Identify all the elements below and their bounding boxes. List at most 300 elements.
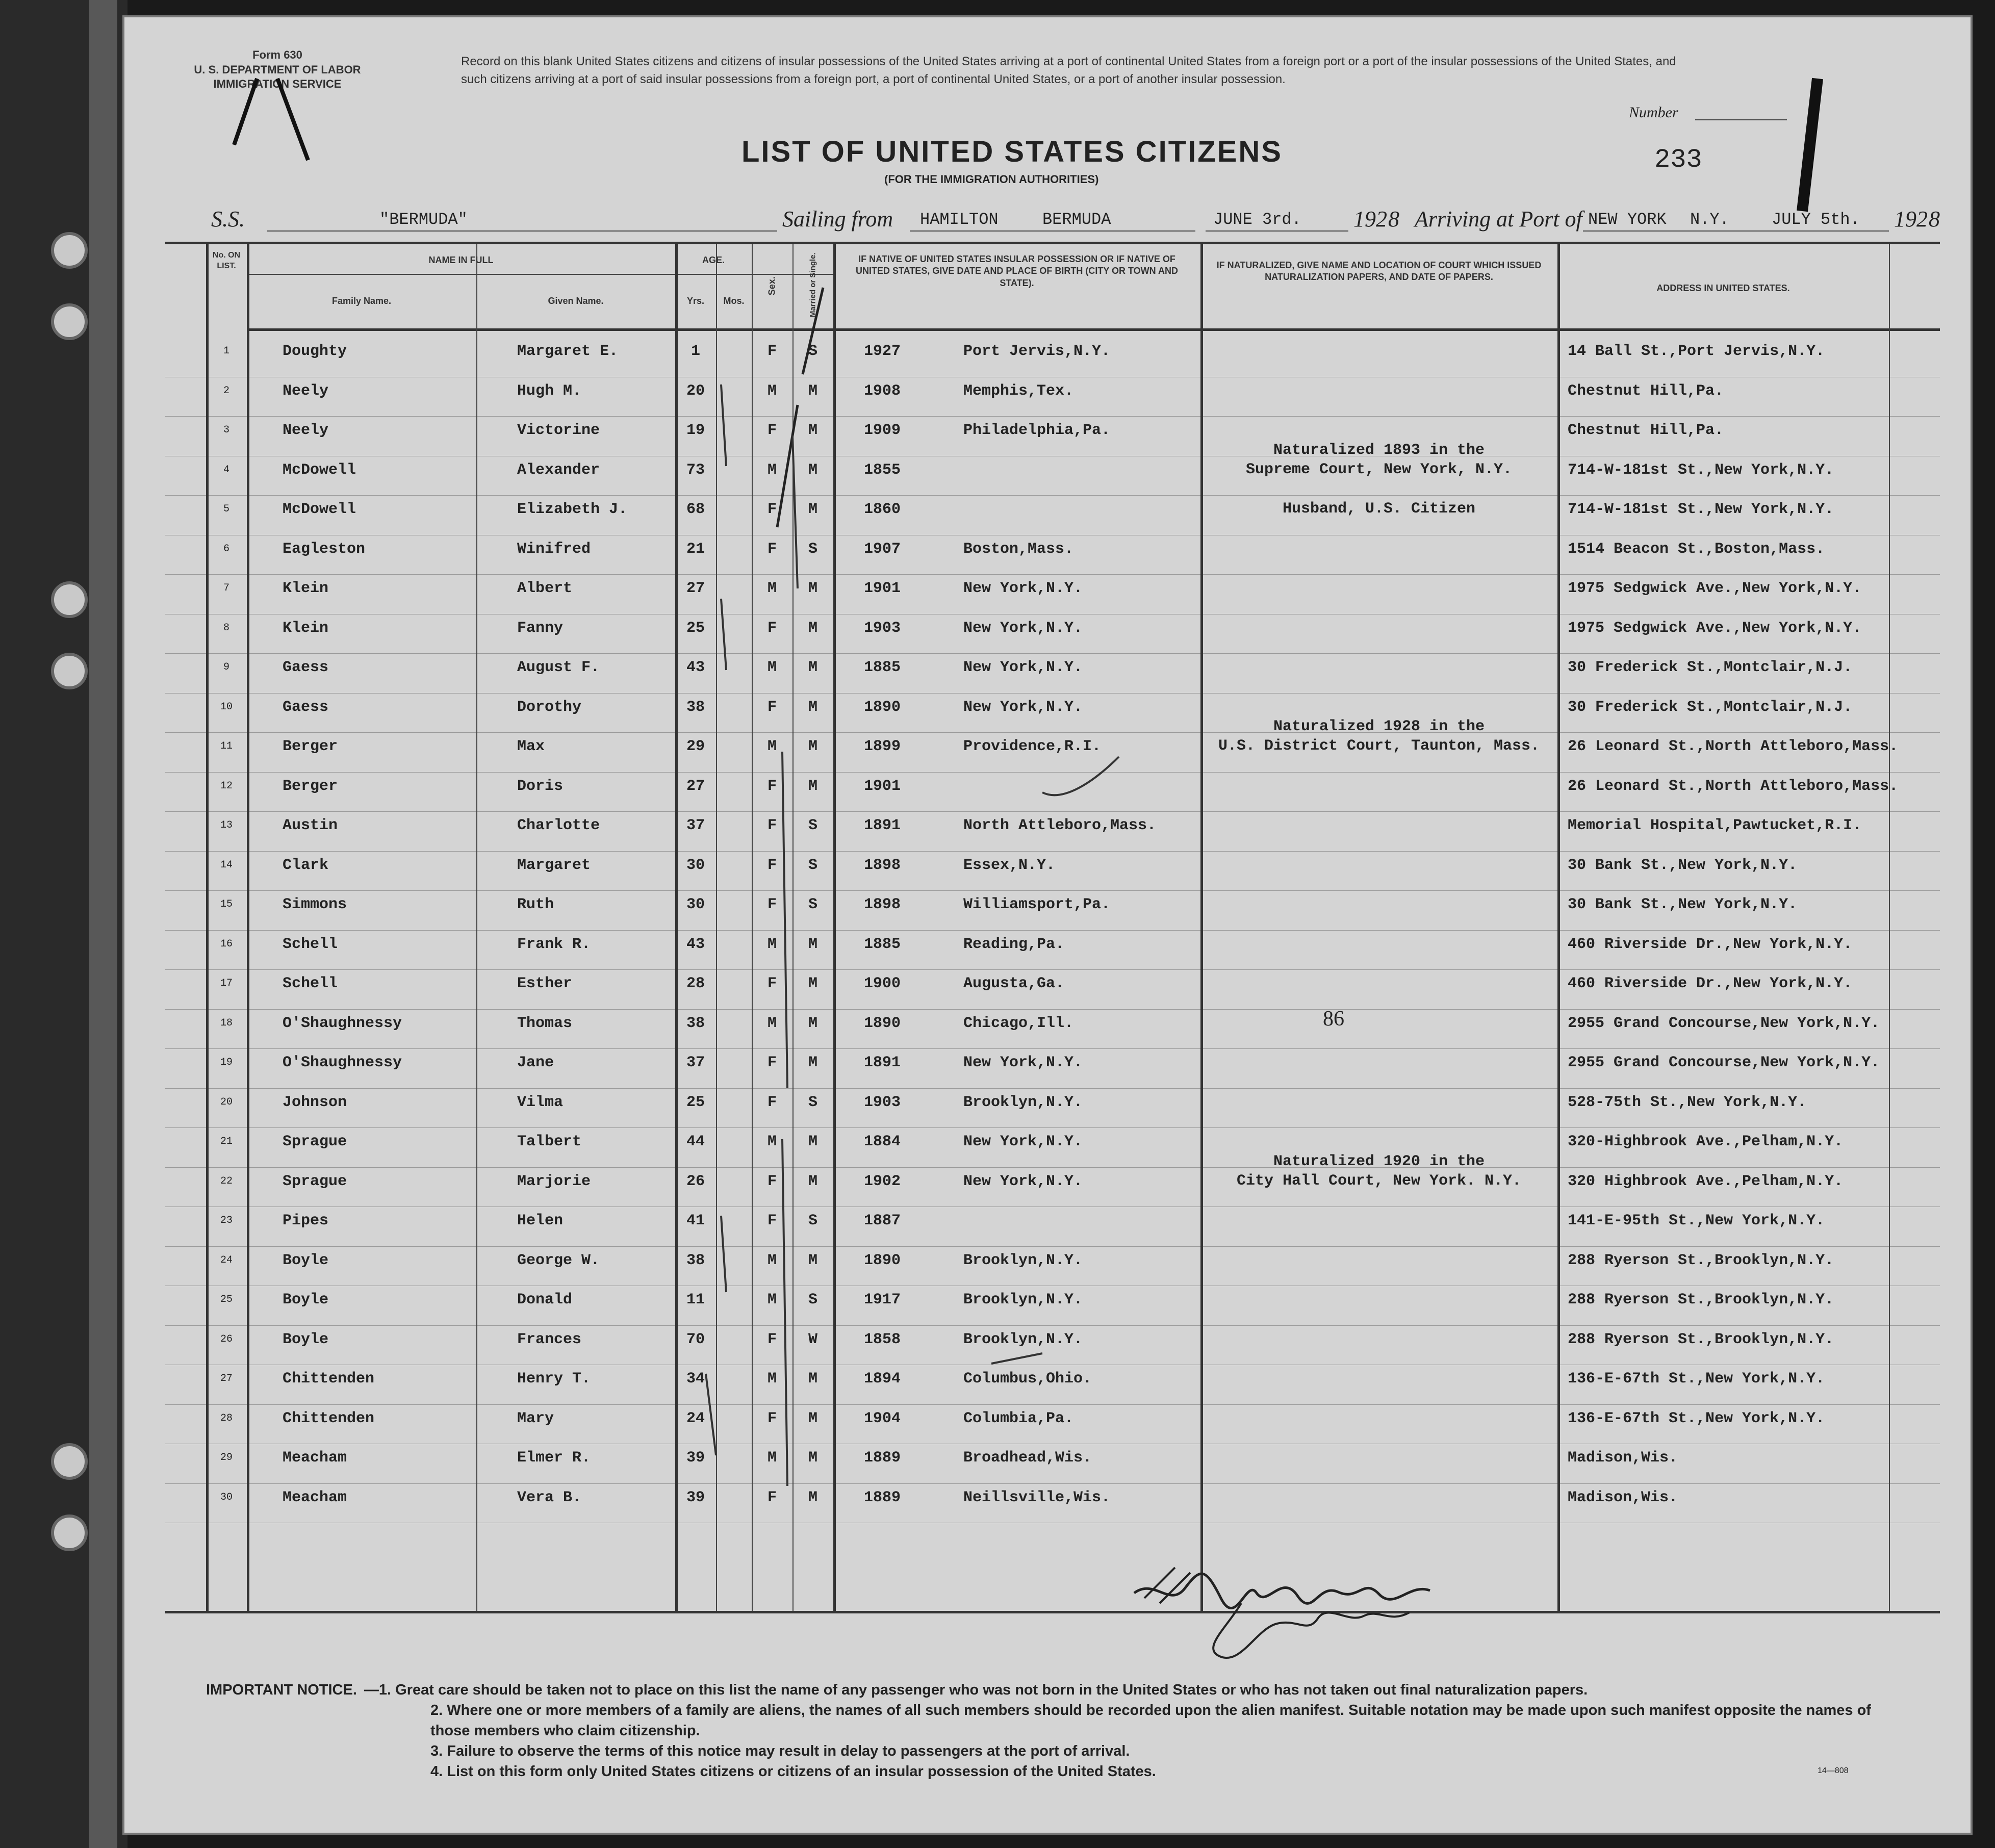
table-row (165, 1487, 1940, 1508)
row-number-cell: 17 (220, 978, 233, 989)
binder-edge (0, 0, 127, 1848)
marital-status-cell: M (808, 1488, 817, 1506)
row-ruling (165, 851, 1940, 852)
birth-place-cell: New York,N.Y. (963, 1133, 1083, 1150)
row-number-cell: 30 (220, 1491, 233, 1503)
row-ruling (165, 930, 1940, 931)
age-years-cell: 27 (686, 580, 705, 597)
age-years-cell: 30 (686, 856, 705, 874)
table-row (165, 1171, 1940, 1192)
row-ruling (165, 653, 1940, 654)
sex-cell: F (767, 1212, 777, 1229)
header-given-name: Given Name. (548, 296, 604, 306)
age-years-cell: 68 (686, 501, 705, 518)
table-row (165, 657, 1940, 678)
col-line-given (476, 244, 477, 1611)
given-name-cell: Charlotte (517, 817, 600, 834)
given-name-cell: Esther (517, 975, 573, 992)
form-number: Form 630 (252, 48, 302, 61)
row-number-cell: 16 (220, 938, 233, 950)
address-cell: 460 Riverside Dr.,New York,N.Y. (1568, 975, 1853, 992)
age-years-cell: 39 (686, 1488, 705, 1506)
family-name-cell: Simmons (283, 896, 347, 913)
family-name-cell: Klein (283, 619, 329, 637)
header-yrs: Yrs. (686, 296, 705, 306)
birth-year-cell: 1907 (864, 540, 901, 558)
age-years-cell: 73 (686, 461, 705, 479)
number-underline (1695, 119, 1787, 120)
row-number-cell: 14 (220, 859, 233, 871)
departure-country: BERMUDA (1042, 210, 1111, 229)
binder-hole (51, 1443, 88, 1480)
arrival-date: JULY 5th. (1772, 210, 1860, 229)
address-cell: 2955 Grand Concourse,New York,N.Y. (1568, 1014, 1880, 1032)
family-name-cell: O'Shaughnessy (283, 1014, 402, 1032)
marital-status-cell: S (808, 540, 817, 558)
sex-cell: F (767, 698, 777, 716)
birth-year-cell: 1903 (864, 619, 901, 637)
departure-date-underline (1206, 230, 1348, 232)
row-number-cell: 13 (220, 819, 233, 831)
birth-place-cell: Columbus,Ohio. (963, 1370, 1092, 1388)
given-name-cell: Mary (517, 1409, 554, 1427)
family-name-cell: Eagleston (283, 540, 366, 558)
birth-year-cell: 1858 (864, 1330, 901, 1348)
sex-cell: F (767, 343, 777, 360)
family-name-cell: Doughty (283, 343, 347, 360)
age-years-cell: 37 (686, 1054, 705, 1071)
family-name-cell: Boyle (283, 1330, 329, 1348)
age-years-cell: 41 (686, 1212, 705, 1229)
table-row (165, 736, 1940, 757)
given-name-cell: George W. (517, 1251, 600, 1269)
birth-place-cell: New York,N.Y. (963, 1172, 1083, 1190)
table-row (165, 1211, 1940, 1231)
row-number-cell: 27 (220, 1373, 233, 1384)
birth-place-cell: Chicago,Ill. (963, 1014, 1074, 1032)
family-name-cell: Meacham (283, 1488, 347, 1506)
marital-status-cell: S (808, 856, 817, 874)
row-ruling (165, 811, 1940, 812)
given-name-cell: Margaret E. (517, 343, 619, 360)
arriving-label: Arriving at Port of (1415, 207, 1582, 232)
marital-status-cell: M (808, 1370, 817, 1388)
sex-cell: M (767, 1449, 777, 1467)
birth-place-cell: Memphis,Tex. (963, 382, 1074, 400)
arrival-port: NEW YORK (1588, 210, 1667, 229)
row-ruling (165, 1167, 1940, 1168)
col-line-family (247, 244, 249, 1611)
birth-place-cell: Brooklyn,N.Y. (963, 1291, 1083, 1308)
age-years-cell: 11 (686, 1291, 705, 1308)
sex-cell: M (767, 659, 777, 676)
table-row (165, 381, 1940, 401)
naturalization-note-line: Husband, U.S. Citizen (1282, 500, 1476, 518)
row-number-cell: 29 (220, 1452, 233, 1464)
row-number-cell: 15 (220, 899, 233, 910)
row-ruling (165, 574, 1940, 575)
header-age: AGE. (702, 255, 725, 265)
departure-underline (910, 230, 1195, 232)
departure-year-prefix: 192 (1353, 207, 1387, 232)
marital-status-cell: M (808, 1054, 817, 1071)
sex-cell: M (767, 1291, 777, 1308)
row-ruling (165, 1088, 1940, 1089)
given-name-cell: Winifred (517, 540, 591, 558)
row-number-cell: 24 (220, 1254, 233, 1266)
address-cell: 14 Ball St.,Port Jervis,N.Y. (1568, 343, 1825, 360)
birth-year-cell: 1855 (864, 461, 901, 479)
birth-place-cell: Essex,N.Y. (963, 856, 1056, 874)
ship-underline (267, 230, 777, 232)
age-years-cell: 43 (686, 659, 705, 676)
sex-cell: M (767, 1014, 777, 1032)
age-years-cell: 28 (686, 975, 705, 992)
address-cell: 288 Ryerson St.,Brooklyn,N.Y. (1568, 1251, 1834, 1269)
birth-year-cell: 1908 (864, 382, 901, 400)
age-years-cell: 70 (686, 1330, 705, 1348)
age-years-cell: 20 (686, 382, 705, 400)
row-number-cell: 9 (223, 661, 229, 673)
marital-status-cell: M (808, 1449, 817, 1467)
sex-cell: F (767, 777, 777, 795)
address-cell: Memorial Hospital,Pawtucket,R.I. (1568, 817, 1862, 834)
manifest-page (122, 15, 1973, 1835)
marital-status-cell: M (808, 501, 817, 518)
sex-cell: M (767, 461, 777, 479)
birth-year-cell: 1902 (864, 1172, 901, 1190)
address-cell: Madison,Wis. (1568, 1449, 1678, 1467)
row-number-cell: 21 (220, 1136, 233, 1147)
naturalization-note (1200, 1152, 1557, 1191)
birth-place-cell: North Attleboro,Mass. (963, 817, 1157, 834)
naturalization-note (1200, 499, 1557, 519)
address-cell: Madison,Wis. (1568, 1488, 1678, 1506)
given-name-cell: Elizabeth J. (517, 501, 628, 518)
sex-cell: F (767, 1330, 777, 1348)
address-cell: 30 Frederick St.,Montclair,N.J. (1568, 698, 1853, 716)
row-ruling (165, 772, 1940, 773)
row-number-cell: 10 (220, 701, 233, 713)
family-name-cell: Austin (283, 817, 338, 834)
age-years-cell: 19 (686, 422, 705, 439)
given-name-cell: Elmer R. (517, 1449, 591, 1467)
birth-year-cell: 1917 (864, 1291, 901, 1308)
marital-status-cell: M (808, 619, 817, 637)
header-married-single: Married or Single. (808, 252, 817, 318)
department-label: U. S. DEPARTMENT OF LABOR (194, 63, 361, 76)
name-age-subheader-rule (247, 274, 833, 275)
sex-cell: F (767, 422, 777, 439)
family-name-cell: Boyle (283, 1291, 329, 1308)
birth-year-cell: 1904 (864, 1409, 901, 1427)
family-name-cell: Chittenden (283, 1370, 375, 1388)
naturalization-note (1200, 717, 1557, 756)
address-cell: 320 Highbrook Ave.,Pelham,N.Y. (1568, 1172, 1844, 1190)
birth-year-cell: 1898 (864, 856, 901, 874)
birth-year-cell: 1889 (864, 1488, 901, 1506)
table-row (165, 894, 1940, 915)
given-name-cell: Henry T. (517, 1370, 591, 1388)
important-notice (206, 1680, 1889, 1782)
sex-cell: M (767, 1133, 777, 1150)
page-subtitle: (FOR THE IMMIGRATION AUTHORITIES) (884, 173, 1099, 186)
address-cell: Chestnut Hill,Pa. (1568, 382, 1724, 400)
given-name-cell: Thomas (517, 1014, 573, 1032)
given-name-cell: Alexander (517, 461, 600, 479)
family-name-cell: Meacham (283, 1449, 347, 1467)
marital-status-cell: M (808, 1014, 817, 1032)
given-name-cell: Donald (517, 1291, 573, 1308)
sex-cell: F (767, 540, 777, 558)
arrival-state: N.Y. (1690, 210, 1729, 229)
row-ruling (165, 1048, 1940, 1049)
birth-year-cell: 1891 (864, 1054, 901, 1071)
given-name-cell: Marjorie (517, 1172, 591, 1190)
binder-hole (51, 1515, 88, 1551)
given-name-cell: Albert (517, 580, 573, 597)
family-name-cell: McDowell (283, 461, 356, 479)
given-name-cell: Doris (517, 777, 564, 795)
table-row (165, 539, 1940, 559)
birth-place-cell: New York,N.Y. (963, 698, 1083, 716)
birth-year-cell: 1890 (864, 698, 901, 716)
row-ruling (165, 1325, 1940, 1326)
header-bottom-rule (247, 328, 1940, 331)
list-number: 233 (1654, 145, 1702, 175)
marital-status-cell: M (808, 777, 817, 795)
col-line-address (1557, 244, 1560, 1611)
row-number-cell: 3 (223, 424, 229, 436)
row-number-cell: 19 (220, 1057, 233, 1068)
footer-code: 14—808 (1818, 1766, 1849, 1775)
row-ruling (165, 495, 1940, 496)
sex-cell: F (767, 1409, 777, 1427)
family-name-cell: Berger (283, 738, 338, 755)
birth-place-cell: Brooklyn,N.Y. (963, 1093, 1083, 1111)
sex-cell: F (767, 501, 777, 518)
birth-year-cell: 1885 (864, 935, 901, 953)
number-label: Number (1629, 104, 1678, 121)
sex-cell: F (767, 1093, 777, 1111)
binder-hole (51, 232, 88, 269)
birth-year-cell: 1891 (864, 817, 901, 834)
given-name-cell: August F. (517, 659, 600, 676)
sex-cell: F (767, 619, 777, 637)
birth-year-cell: 1860 (864, 501, 901, 518)
row-number-cell: 22 (220, 1175, 233, 1187)
address-cell: 714-W-181st St.,New York,N.Y. (1568, 461, 1834, 479)
naturalization-note-line: U.S. District Court, Taunton, Mass. (1218, 737, 1540, 755)
address-cell: 136-E-67th St.,New York,N.Y. (1568, 1370, 1825, 1388)
birth-place-cell: Williamsport,Pa. (963, 896, 1111, 913)
naturalization-note-line: City Hall Court, New York. N.Y. (1236, 1172, 1522, 1190)
birth-place-cell: Neillsville,Wis. (963, 1488, 1111, 1506)
row-number-cell: 28 (220, 1412, 233, 1424)
family-name-cell: Clark (283, 856, 329, 874)
naturalization-note-line: Naturalized 1893 in the (1273, 441, 1485, 459)
given-name-cell: Jane (517, 1054, 554, 1071)
arrival-year-suffix: 8 (1929, 207, 1940, 232)
age-years-cell: 30 (686, 896, 705, 913)
sex-cell: M (767, 935, 777, 953)
row-ruling (165, 890, 1940, 891)
col-line-number (206, 244, 209, 1611)
table-row (165, 499, 1940, 520)
family-name-cell: O'Shaughnessy (283, 1054, 402, 1071)
age-years-cell: 27 (686, 777, 705, 795)
family-name-cell: Schell (283, 975, 338, 992)
birth-place-cell: Providence,R.I. (963, 738, 1102, 755)
officer-signature (1124, 1547, 1512, 1664)
stray-number: 86 (1323, 1007, 1344, 1031)
birth-year-cell: 1901 (864, 777, 901, 795)
departure-date: JUNE 3rd. (1213, 210, 1301, 229)
marital-status-cell: S (808, 1212, 817, 1229)
address-cell: 2955 Grand Concourse,New York,N.Y. (1568, 1054, 1880, 1071)
given-name-cell: Dorothy (517, 698, 582, 716)
age-years-cell: 25 (686, 619, 705, 637)
row-ruling (165, 416, 1940, 417)
notice-item: 4. List on this form only United States citizens or citizens of an insular possession of the United States. (430, 1763, 1156, 1780)
family-name-cell: Berger (283, 777, 338, 795)
row-ruling (165, 693, 1940, 694)
table-row (165, 1053, 1940, 1073)
row-ruling (165, 1009, 1940, 1010)
header-address: ADDRESS IN UNITED STATES. (1656, 283, 1790, 293)
row-number-cell: 20 (220, 1096, 233, 1108)
col-line-married (792, 244, 794, 1611)
col-line-birth (833, 244, 836, 1611)
address-cell: 1514 Beacon St.,Boston,Mass. (1568, 540, 1825, 558)
family-name-cell: Schell (283, 935, 338, 953)
notice-title: IMPORTANT NOTICE. (206, 1682, 357, 1698)
sex-cell: F (767, 896, 777, 913)
sex-cell: M (767, 1370, 777, 1388)
age-years-cell: 29 (686, 738, 705, 755)
address-cell: 320-Highbrook Ave.,Pelham,N.Y. (1568, 1133, 1844, 1150)
row-number-cell: 6 (223, 543, 229, 555)
row-number-cell: 1 (223, 345, 229, 357)
age-years-cell: 1 (690, 343, 700, 360)
sex-cell: M (767, 580, 777, 597)
marital-status-cell: S (808, 1093, 817, 1111)
birth-place-cell: New York,N.Y. (963, 580, 1083, 597)
departure-year-suffix: 8 (1388, 207, 1399, 232)
birth-place-cell: Boston,Mass. (963, 540, 1074, 558)
row-number-cell: 8 (223, 622, 229, 634)
given-name-cell: Hugh M. (517, 382, 582, 400)
col-line-mos (716, 244, 717, 1611)
marital-status-cell: M (808, 1133, 817, 1150)
address-cell: 288 Ryerson St.,Brooklyn,N.Y. (1568, 1291, 1834, 1308)
marital-status-cell: M (808, 382, 817, 400)
birth-year-cell: 1887 (864, 1212, 901, 1229)
table-row (165, 973, 1940, 994)
marital-status-cell: S (808, 896, 817, 913)
given-name-cell: Fanny (517, 619, 564, 637)
age-years-cell: 34 (686, 1370, 705, 1388)
binder-hole (51, 303, 88, 340)
table-row (165, 934, 1940, 955)
birth-year-cell: 1899 (864, 738, 901, 755)
family-name-cell: Sprague (283, 1133, 347, 1150)
birth-year-cell: 1894 (864, 1370, 901, 1388)
table-row (165, 815, 1940, 836)
table-row (165, 1408, 1940, 1429)
table-row (165, 697, 1940, 717)
table-row (165, 1092, 1940, 1113)
sex-cell: F (767, 817, 777, 834)
family-name-cell: Neely (283, 422, 329, 439)
birth-year-cell: 1927 (864, 343, 901, 360)
binder-hole (51, 653, 88, 689)
given-name-cell: Max (517, 738, 545, 755)
birth-place-cell: New York,N.Y. (963, 619, 1083, 637)
table-row (165, 855, 1940, 876)
address-cell: 30 Frederick St.,Montclair,N.J. (1568, 659, 1853, 676)
table-row (165, 1448, 1940, 1468)
sex-cell: M (767, 738, 777, 755)
row-ruling (165, 1483, 1940, 1484)
marital-status-cell: S (808, 343, 817, 360)
notice-item: 3. Failure to observe the terms of this notice may result in delay to passengers at the port of arrival. (430, 1743, 1130, 1760)
marital-status-cell: M (808, 659, 817, 676)
address-cell: 26 Leonard St.,North Attleboro,Mass. (1568, 777, 1899, 795)
address-cell: 288 Ryerson St.,Brooklyn,N.Y. (1568, 1330, 1834, 1348)
voyage-line (211, 206, 1940, 237)
birth-year-cell: 1890 (864, 1251, 901, 1269)
header-no: No. ON LIST. (212, 251, 241, 270)
ss-label: S.S. (211, 207, 245, 232)
birth-year-cell: 1901 (864, 580, 901, 597)
birth-year-cell: 1903 (864, 1093, 901, 1111)
row-number-cell: 23 (220, 1215, 233, 1226)
birth-year-cell: 1885 (864, 659, 901, 676)
naturalization-note-line: Supreme Court, New York, N.Y. (1245, 460, 1513, 478)
sex-cell: M (767, 382, 777, 400)
header-birth: IF NATIVE OF UNITED STATES INSULAR POSSESSION OR IF NATIVE OF UNITED STATES, GIVE DATE AND PLACE OF BIRTH (CITY OR TOWN AND STATE). (855, 254, 1178, 288)
given-name-cell: Talbert (517, 1133, 582, 1150)
sex-cell: F (767, 1172, 777, 1190)
header-mos: Mos. (723, 296, 745, 306)
table-row (165, 1013, 1940, 1034)
row-number-cell: 4 (223, 464, 229, 476)
birth-place-cell: New York,N.Y. (963, 659, 1083, 676)
family-name-cell: Gaess (283, 698, 329, 716)
age-years-cell: 38 (686, 1251, 705, 1269)
header-family-name: Family Name. (331, 296, 392, 306)
row-number-cell: 11 (220, 740, 233, 752)
address-cell: 460 Riverside Dr.,New York,N.Y. (1568, 935, 1853, 953)
marital-status-cell: M (808, 935, 817, 953)
naturalization-note-line: Naturalized 1928 in the (1273, 718, 1485, 735)
passenger-table (165, 242, 1940, 1613)
row-ruling (165, 1246, 1940, 1247)
sex-cell: M (767, 1251, 777, 1269)
family-name-cell: Chittenden (283, 1409, 375, 1427)
row-number-cell: 7 (223, 582, 229, 594)
given-name-cell: Vera B. (517, 1488, 582, 1506)
marital-status-cell: M (808, 461, 817, 479)
age-years-cell: 44 (686, 1133, 705, 1150)
col-line-sex (752, 244, 753, 1611)
birth-place-cell: New York,N.Y. (963, 1054, 1083, 1071)
notice-item: 2. Where one or more members of a family are aliens, the names of all such members should be recorded upon the alien manifest. Suitable notation may be made upon such manifest opposite the names of those members who claim citizenship. (430, 1702, 1871, 1739)
family-name-cell: Johnson (283, 1093, 347, 1111)
family-name-cell: Gaess (283, 659, 329, 676)
address-cell: 1975 Sedgwick Ave.,New York,N.Y. (1568, 580, 1862, 597)
